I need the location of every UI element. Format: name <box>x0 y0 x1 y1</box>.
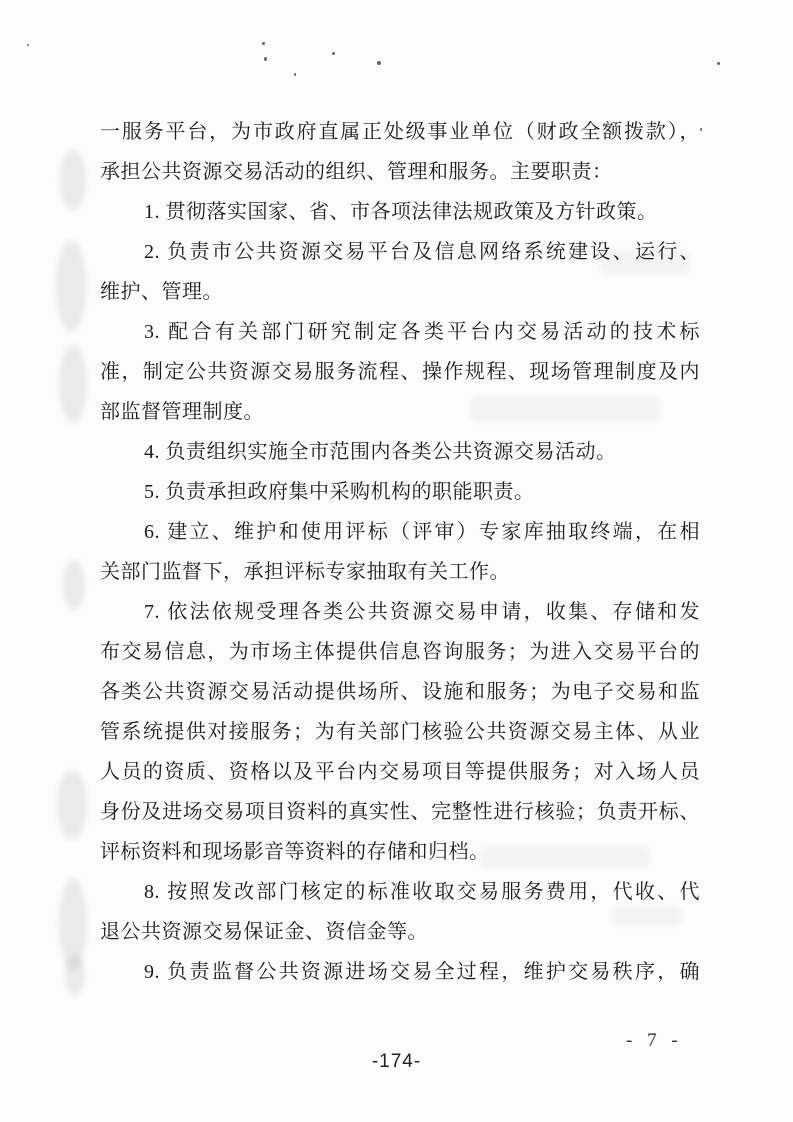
body-text <box>100 112 700 992</box>
text-line: 准，制定公共资源交易服务流程、操作规程、现场管理制度及内 <box>100 361 700 383</box>
paragraph <box>100 192 700 232</box>
text-line: 评标资料和现场影音等资料的存储和归档。 <box>100 841 490 863</box>
scan-noise <box>59 345 87 423</box>
paragraph <box>100 592 700 872</box>
text-line: 6. 建立、维护和使用评标（评审）专家库抽取终端，在相 <box>144 521 700 543</box>
scan-speck <box>717 62 720 65</box>
text-line: 退公共资源交易保证金、资信金等。 <box>100 921 428 943</box>
text-line: 4. 负责组织实施全市范围内各类公共资源交易活动。 <box>144 441 617 463</box>
paragraph <box>100 432 700 472</box>
scan-speck <box>294 73 296 76</box>
paragraph <box>100 872 700 952</box>
text-line: 人员的资质、资格以及平台内交易项目等提供服务；对入场人员 <box>100 761 700 783</box>
text-line: 各类公共资源交易活动提供场所、设施和服务；为电子交易和监 <box>100 681 700 703</box>
text-line: 2. 负责市公共资源交易平台及信息网络系统建设、运行、 <box>144 241 700 263</box>
text-line: 1. 贯彻落实国家、省、市各项法律法规政策及方针政策。 <box>144 201 658 223</box>
scan-speck <box>377 61 381 65</box>
page-number-right: - 7 - <box>626 1030 683 1051</box>
text-line: 一服务平台，为市政府直属正处级事业单位（财政全额拨款）， <box>100 121 700 143</box>
text-line: 8. 按照发改部门核定的标准收取交易服务费用，代收、代 <box>144 881 700 903</box>
text-line: 关部门监督下，承担评标专家抽取有关工作。 <box>100 561 510 583</box>
scan-speck <box>332 52 335 55</box>
scan-noise <box>56 240 86 332</box>
scan-noise <box>65 955 85 995</box>
text-line: 维护、管理。 <box>100 281 223 303</box>
paragraph <box>100 472 700 512</box>
text-line: 5. 负责承担政府集中采购机构的职能职责。 <box>144 481 535 503</box>
text-line: 管系统提供对接服务；为有关部门核验公共资源交易主体、从业 <box>100 721 700 743</box>
scan-speck <box>262 42 265 45</box>
scan-noise <box>59 878 87 970</box>
scan-noise <box>57 770 87 840</box>
scan-speck <box>27 44 29 46</box>
text-line: 部监督管理制度。 <box>100 401 264 423</box>
paragraph <box>100 952 700 992</box>
scan-noise <box>60 150 86 210</box>
text-line: 布交易信息，为市场主体提供信息咨询服务；为进入交易平台的 <box>100 641 700 663</box>
paragraph <box>100 112 700 192</box>
text-line: 9. 负责监督公共资源进场交易全过程，维护交易秩序，确 <box>144 961 700 983</box>
scan-speck <box>264 57 267 61</box>
text-line: 7. 依法依规受理各类公共资源交易申请，收集、存储和发 <box>144 601 700 623</box>
scan-noise <box>63 560 85 610</box>
paragraph <box>100 512 700 592</box>
paragraph <box>100 232 700 312</box>
text-line: 身份及进场交易项目资料的真实性、完整性进行核验；负责开标、 <box>100 801 700 823</box>
page-number-center: -174- <box>371 1051 422 1072</box>
paragraph <box>100 312 700 432</box>
text-line: 承担公共资源交易活动的组织、管理和服务。主要职责： <box>100 161 613 183</box>
scan-speck <box>700 128 702 131</box>
text-line: 3. 配合有关部门研究制定各类平台内交易活动的技术标 <box>144 321 700 343</box>
